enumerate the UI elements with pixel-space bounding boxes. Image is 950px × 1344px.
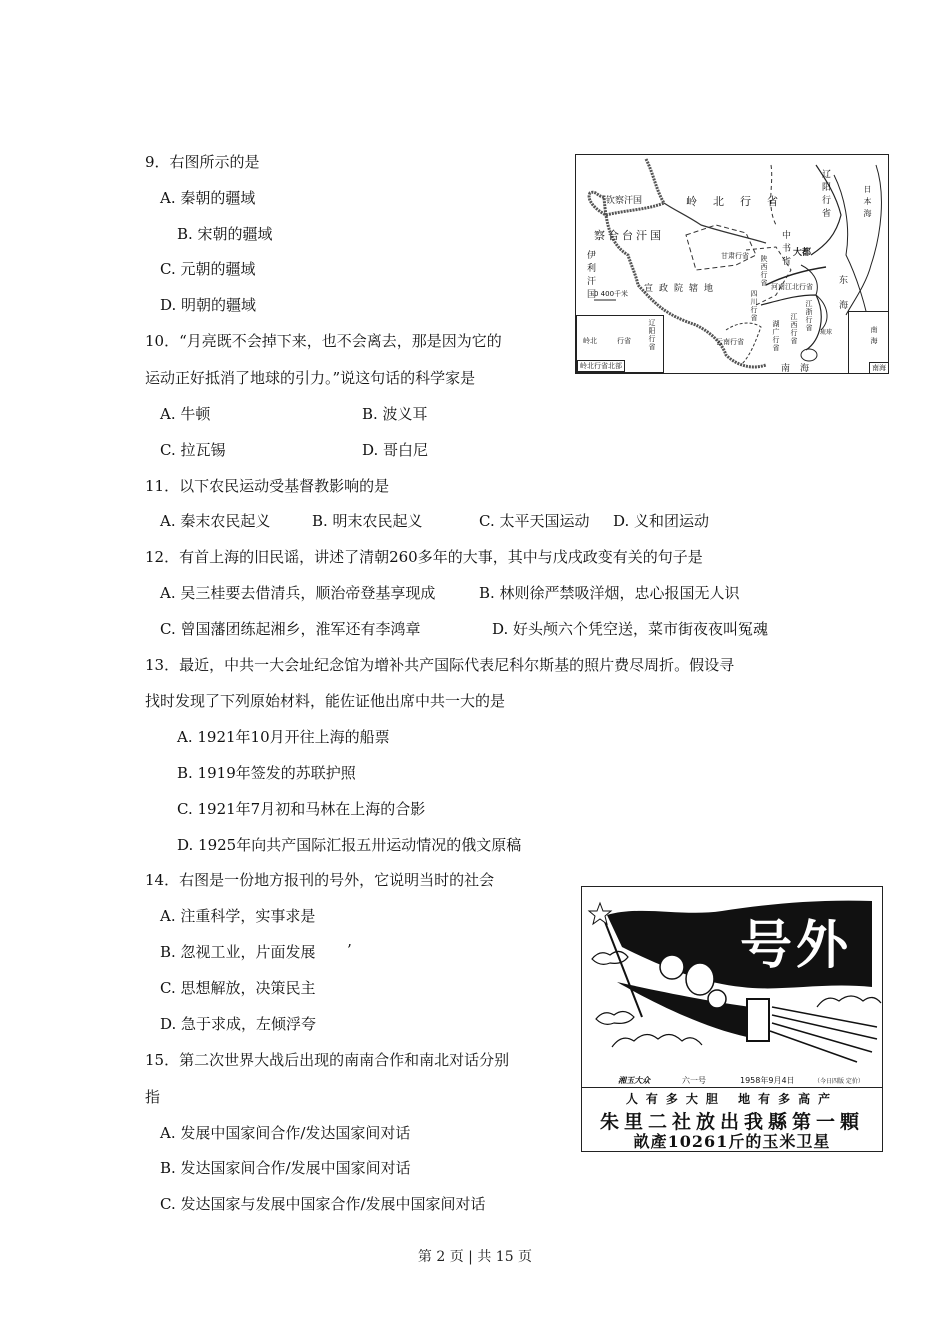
question-12-option-c: C. 曾国藩团练起湘乡，淮军还有李鸿章 [160, 620, 421, 638]
inset-lingbei-north [576, 315, 664, 373]
question-15-option-c: C. 发达国家与发展中国家合作/发展中国家间对话 [160, 1195, 486, 1213]
question-12-option-d: D. 好头颅六个凭空送，菜市街夜夜叫冤魂 [492, 620, 769, 638]
question-15-stem-line2: 指 [145, 1088, 161, 1106]
question-10-option-a: A. 牛顿 [160, 405, 211, 423]
question-11-option-b: B. 明末农民起义 [312, 512, 423, 530]
label-ilkhanate: 伊利汗国 [585, 250, 595, 302]
label-lingbei-province: 岭北行省 [686, 195, 794, 208]
label-jiangxi-province: 江西行省 [790, 313, 798, 345]
newspaper-headline-sub: 畝產10261斤的玉米卫星 [633, 1132, 831, 1151]
label-shaanxi-province: 陕西行省 [760, 255, 768, 287]
label-east-sea: 东海 [837, 275, 847, 325]
newspaper-note: （今日四版 定价） [814, 1078, 864, 1085]
question-11-stem: 11．以下农民运动受基督教影响的是 [145, 477, 390, 495]
question-14-option-a: A. 注重科学，实事求是 [160, 907, 316, 925]
stray-mark: ’ [347, 941, 352, 959]
question-13-stem-line2: 找时发现了下列原始材料，能佐证他出席中共一大的是 [145, 692, 506, 710]
newspaper-date: 1958年9月4日 [740, 1076, 795, 1085]
map-scale: 0 400千米 [594, 290, 629, 298]
newspaper-headline-slogan: 人有多大胆 地有多高产 [625, 1092, 839, 1106]
question-13-option-d: D. 1925年向共产国际汇报五卅运动情况的俄文原稿 [177, 836, 522, 854]
newspaper-name: 湘玉大众 [618, 1076, 650, 1085]
question-11-option-a: A. 秦末农民起义 [160, 512, 271, 530]
label-sichuan-province: 四川行省 [750, 290, 758, 322]
question-13-option-a: A. 1921年10月开往上海的船票 [177, 728, 390, 746]
question-14-stem: 14．右图是一份地方报刊的号外，它说明当时的社会 [145, 871, 495, 889]
question-10-stem-line1: 10．“月亮既不会掉下来，也不会离去，那是因为它的 [145, 332, 502, 350]
question-10-stem-line2: 运动正好抵消了地球的引力。”说这句话的科学家是 [145, 369, 476, 387]
question-12-option-b: B. 林则徐严禁吸洋烟，忠心报国无人识 [479, 584, 740, 602]
question-15-option-b: B. 发达国家间合作/发展中国家间对话 [160, 1159, 411, 1177]
question-15-option-a: A. 发展中国家间合作/发达国家间对话 [160, 1124, 411, 1142]
label-qinchaq-khanate: 钦察汗国 [606, 196, 643, 206]
question-11-option-d: D. 义和团运动 [613, 512, 710, 530]
newspaper-masthead [582, 1073, 882, 1088]
label-huguang-province: 湖广行省 [772, 320, 780, 352]
question-15-stem-line1: 15．第二次世界大战后出现的南南合作和南北对话分别 [145, 1051, 510, 1069]
question-11-option-c: C. 太平天国运动 [479, 512, 590, 530]
newspaper-extra-figure [581, 886, 883, 1152]
question-12-option-a: A. 吴三桂要去借清兵，顺治帝登基享现成 [160, 584, 436, 602]
inset-label-lingbei: 岭北 [583, 337, 597, 345]
label-dadu: 大都 [793, 248, 812, 258]
newspaper-issue: 六一号 [682, 1076, 706, 1085]
question-14-option-b: B. 忽视工业，片面发展 [160, 943, 316, 961]
question-9-stem: 9．右图所示的是 [145, 153, 260, 171]
inset-label-province: 行省 [617, 337, 631, 345]
newspaper-headline-main: 朱里二社放出我縣第一顆 [599, 1111, 864, 1133]
question-10-option-d: D. 哥白尼 [362, 441, 429, 459]
label-chagatai-khanate: 察合台汗国 [594, 229, 664, 242]
inset-caption-south-sea: 南海 [869, 362, 889, 374]
question-13-option-b: B. 1919年签发的苏联护照 [177, 764, 356, 782]
label-gansu-province: 甘肃行省 [721, 252, 749, 260]
label-henan-jiangbei-province: 河南江北行省 [771, 283, 813, 291]
inset-label-liaoyang: 辽阳行省 [648, 319, 656, 351]
label-jiangzhe-province: 江浙行省 [805, 300, 813, 332]
question-13-stem-line1: 13．最近，中共一大会址纪念馆为增补共产国际代表尼科尔斯基的照片费尽周折。假设寻 [145, 656, 735, 674]
yuan-territory-map [575, 154, 889, 374]
inset-south-sea [848, 311, 889, 374]
question-9-option-c: C. 元朝的疆域 [160, 260, 256, 278]
question-9-option-a: A. 秦朝的疆域 [160, 189, 256, 207]
inset-caption-lingbei: 岭北行省北部 [577, 360, 625, 372]
label-japan-sea: 日本海 [863, 185, 872, 221]
question-12-stem: 12．有首上海的旧民谣，讲述了清朝260多年的大事，其中与戊戌政变有关的句子是 [145, 548, 703, 566]
label-zhongshu-province: 中书省 [780, 230, 790, 269]
question-13-option-c: C. 1921年7月初和马林在上海的合影 [177, 800, 426, 818]
label-taiwan: 琉球 [820, 329, 833, 336]
label-south-sea: 南海 [781, 364, 820, 374]
label-xuanzheng-territory: 宣政院辖地 [644, 284, 720, 294]
newspaper-title: 号外 [740, 915, 853, 976]
label-yunnan-province: 云南行省 [716, 338, 744, 346]
question-9-option-b: B. 宋朝的疆域 [177, 225, 273, 243]
question-9-option-d: D. 明朝的疆域 [160, 296, 257, 314]
inset-label-sea: 南海 [870, 326, 878, 348]
question-14-option-c: C. 思想解放，决策民主 [160, 979, 316, 997]
question-14-option-d: D. 急于求成，左倾浮夸 [160, 1015, 317, 1033]
label-liaoyang-province: 辽阳行省 [820, 169, 830, 221]
page-footer: 第 2 页 | 共 15 页 [417, 1249, 533, 1265]
question-10-option-c: C. 拉瓦锡 [160, 441, 226, 459]
question-10-option-b: B. 波义耳 [362, 405, 428, 423]
